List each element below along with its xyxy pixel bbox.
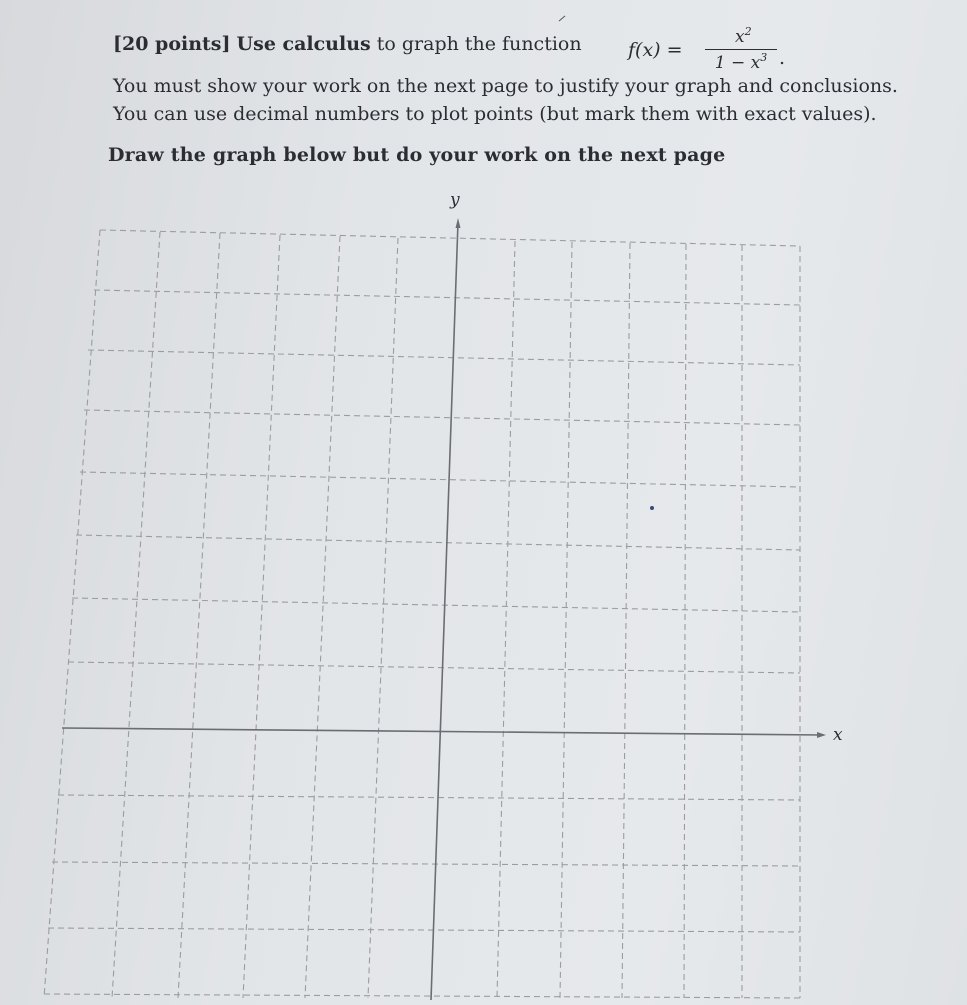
y-axis-label: y [450,190,460,210]
problem-line-4: Draw the graph below but do your work on the next page [108,144,726,166]
instruction-text: to graph the function [370,33,582,55]
grid-line-vertical [243,235,280,998]
grid-line-horizontal [94,290,800,305]
grid-line-vertical [178,233,220,998]
grid-line-horizontal [48,928,800,932]
fraction-period: . [778,47,785,69]
grid-line-vertical [622,243,630,998]
grid-line-vertical [684,244,686,998]
grid-line-vertical [368,238,398,998]
grid-line-horizontal [76,535,800,550]
grid-line-horizontal [44,994,800,998]
y-axis-arrow [456,218,461,228]
fraction-numerator: $x^2$ [735,25,752,47]
grid-line-horizontal [100,230,800,246]
grid-line-horizontal [58,795,800,800]
horizontal-grid-lines [44,230,800,998]
problem-line-2: You must show your work on the next page to justify your graph and conclusions. [113,75,898,97]
grid-line-vertical [112,232,160,998]
x-axis [62,728,822,735]
problem-line-3: You can use decimal numbers to plot points (but mark them with exact values). [113,103,877,125]
grid-line-horizontal [72,598,800,612]
grid-line-vertical [44,230,100,998]
instruction-bold: Use calculus [236,33,371,55]
pen-dot [650,506,654,510]
vertical-grid-lines [44,230,800,998]
function-lhs: f(x) = [628,39,683,61]
x-axis-label: x [833,725,843,745]
grid-line-horizontal [88,350,800,365]
y-axis [431,222,458,1000]
grid-line-vertical [560,242,572,998]
grid-line-horizontal [84,410,800,425]
grid-line-horizontal [68,662,800,673]
grid-line-vertical [497,241,515,998]
grid-line-vertical [305,236,340,998]
fraction-denominator: $1 - x^3$ [714,51,768,73]
points-label: [20 points] [113,33,231,55]
grid-line-horizontal [80,472,800,487]
x-axis-arrow [817,732,826,738]
grid-line-horizontal [52,862,800,866]
